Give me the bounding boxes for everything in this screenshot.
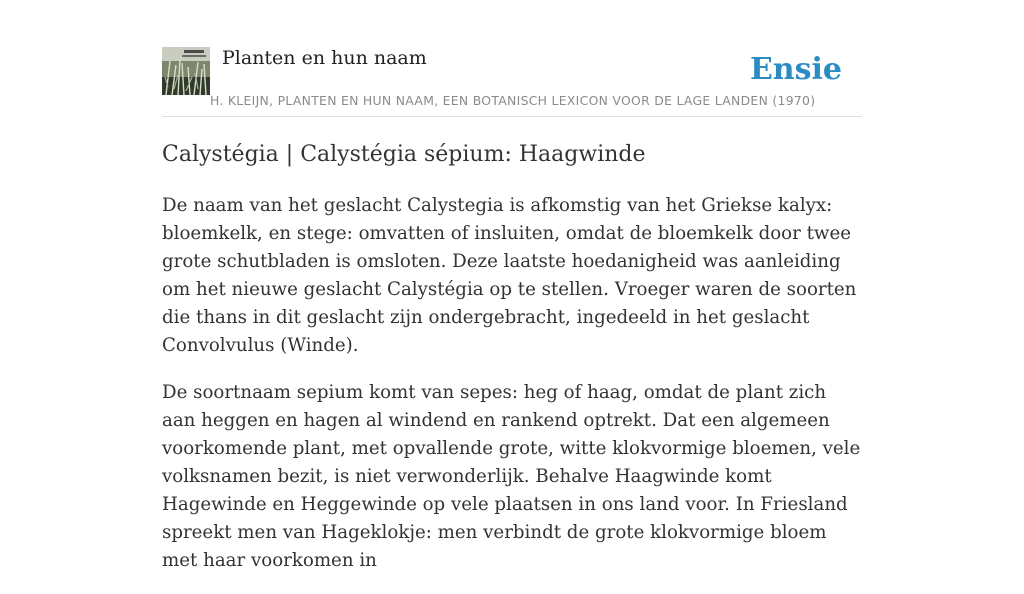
article-paragraph: De soortnaam sepium komt van sepes: heg of haag, omdat de plant zich aan heggen en hagen al windend en rankend optrekt. Dat een algemeen voorkomende plant, met opvallende grote, witte klokvormige bloemen, vele volksnamen bezit, is niet verwonderlijk. Behalve Haagwinde komt Hagewinde en Heggewinde op vele plaatsen in ons land voor. In Friesland spreekt men van Hageklokje: men verbindt de grote klokvormige bloem met haar voorkomen in bbox=[162, 382, 861, 571]
source-title[interactable]: Planten en hun naam bbox=[222, 47, 427, 69]
source-header bbox=[162, 46, 862, 117]
article-title: Calystégia | Calystégia sépium: Haagwinde bbox=[162, 142, 646, 167]
article-paragraph: De naam van het geslacht Calystegia is afkomstig van het Griekse kalyx: bloemkelk, en stege: omvatten of insluiten, omdat de bloemkelk door twee grote schutbladen is omsloten. Deze laatste hoedanigheid was aanleiding om het nieuwe geslacht Calystégia op te stellen. Vroeger waren de soorten die thans in dit geslacht zijn ondergebracht, ingedeeld in het geslacht Convolvulus (Winde). bbox=[162, 195, 857, 356]
book-cover-plants-icon bbox=[162, 47, 210, 95]
article-body bbox=[162, 192, 862, 594]
source-citation: H. KLEIJN, PLANTEN EN HUN NAAM, EEN BOTANISCH LEXICON VOOR DE LAGE LANDEN (1970) bbox=[210, 93, 816, 108]
source-avatar[interactable] bbox=[162, 47, 210, 95]
ensie-logo[interactable]: Ensie bbox=[749, 52, 842, 87]
